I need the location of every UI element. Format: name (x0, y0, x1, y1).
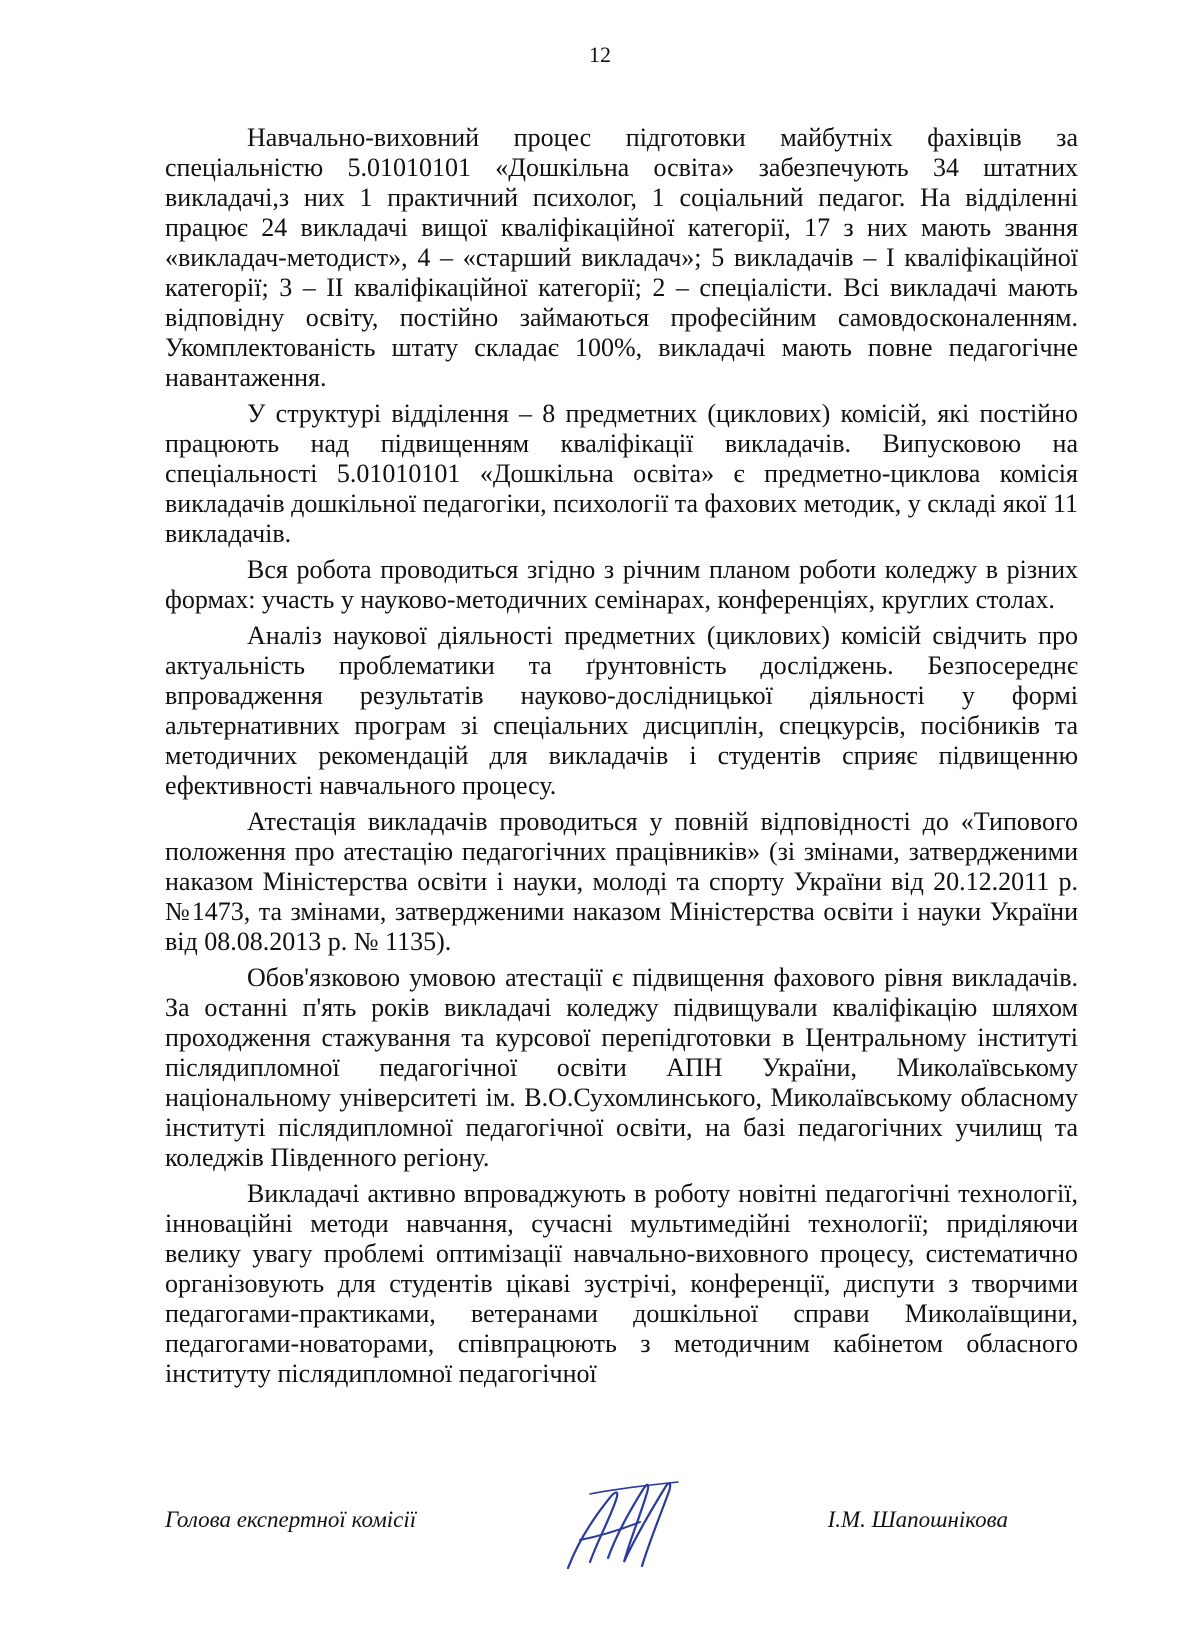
paragraph-7: Викладачі активно впроваджують в роботу новітні педагогічні технології, інноваційні методи навчання, сучасні мультимедійні технології; приділяючи велику увагу проблемі оптимізації навчально-виховного процесу, систематично організовують для студентів цікаві зустрічі, конференції, диспути з творчими педагогами-практиками, ветеранами дошкільної справи Миколаївщини, педагогами-новаторами, співпрацюють з методичним кабінетом обласного інституту післядипломної педагогічної (165, 1179, 1078, 1388)
paragraph-4: Аналіз наукової діяльності предметних (циклових) комісій свідчить про актуальність проблематики та ґрунтовність досліджень. Безпосереднє впровадження результатів науково-дослідницької діяльності у формі альтернативних програм зі спеціальних дисциплін, спецкурсів, посібників та методичних рекомендацій для викладачів і студентів сприяє підвищенню ефективності навчального процесу. (165, 621, 1078, 800)
signatory-name: І.М. Шапошнікова (827, 1507, 1008, 1532)
paragraph-2: У структурі відділення – 8 предметних (циклових) комісій, які постійно працюють над підвищенням кваліфікації викладачів. Випусковою на спеціальності 5.01010101 «Дошкільна освіта» є предметно-циклова комісія викладачів дошкільної педагогіки, психології та фахових методик, у складі якої 11 викладачів. (165, 399, 1078, 548)
paragraph-5: Атестація викладачів проводиться у повній відповідності до «Типового положення про атестацію педагогічних працівників» (зі змінами, затвердженими наказом Міністерства освіти і науки, молоді та спорту України від 20.12.2011 р. №1473, та змінами, затвердженими наказом Міністерства освіти і науки України від 08.08.2013 р. № 1135). (165, 807, 1078, 956)
handwritten-signature (550, 1470, 690, 1580)
paragraph-6: Обов'язковою умовою атестації є підвищення фахового рівня викладачів. За останні п'ять років викладачі коледжу підвищували кваліфікацію шляхом проходження стажування та курсової перепідготовки в Центральному інституті післядипломної педагогічної освіти АПН України, Миколаївському національному університеті ім. В.О.Сухомлинського, Миколаївському обласному інституті післядипломної педагогічної освіти, на базі педагогічних училищ та коледжів Південного регіону. (165, 963, 1078, 1172)
paragraph-1: Навчально-виховний процес підготовки майбутніх фахівців за спеціальністю 5.01010101 «Дошкільна освіта» забезпечують 34 штатних викладачі,з них 1 практичний психолог, 1 соціальний педагог. На відділенні працює 24 викладачі вищої кваліфікаційної категорії, 17 з них мають звання «викладач-методист», 4 – «старший викладач»; 5 викладачів – І кваліфікаційної категорії; 3 – ІІ кваліфікаційної категорії; 2 – спеціалісти. Всі викладачі мають відповідну освіту, постійно займаються професійним самовдосконаленням. Укомплектованість штату складає 100%, викладачі мають повне педагогічне навантаження. (165, 123, 1078, 392)
paragraph-3: Вся робота проводиться згідно з річним планом роботи коледжу в різних формах: участь у науково-методичних семінарах, конференціях, круглих столах. (165, 555, 1078, 614)
signatory-role: Голова експертної комісії (165, 1507, 417, 1532)
page-number: 12 (589, 42, 611, 67)
signature-stroke-1 (568, 1492, 617, 1568)
signature-block (165, 1500, 1078, 1570)
document-body (165, 123, 1078, 1389)
